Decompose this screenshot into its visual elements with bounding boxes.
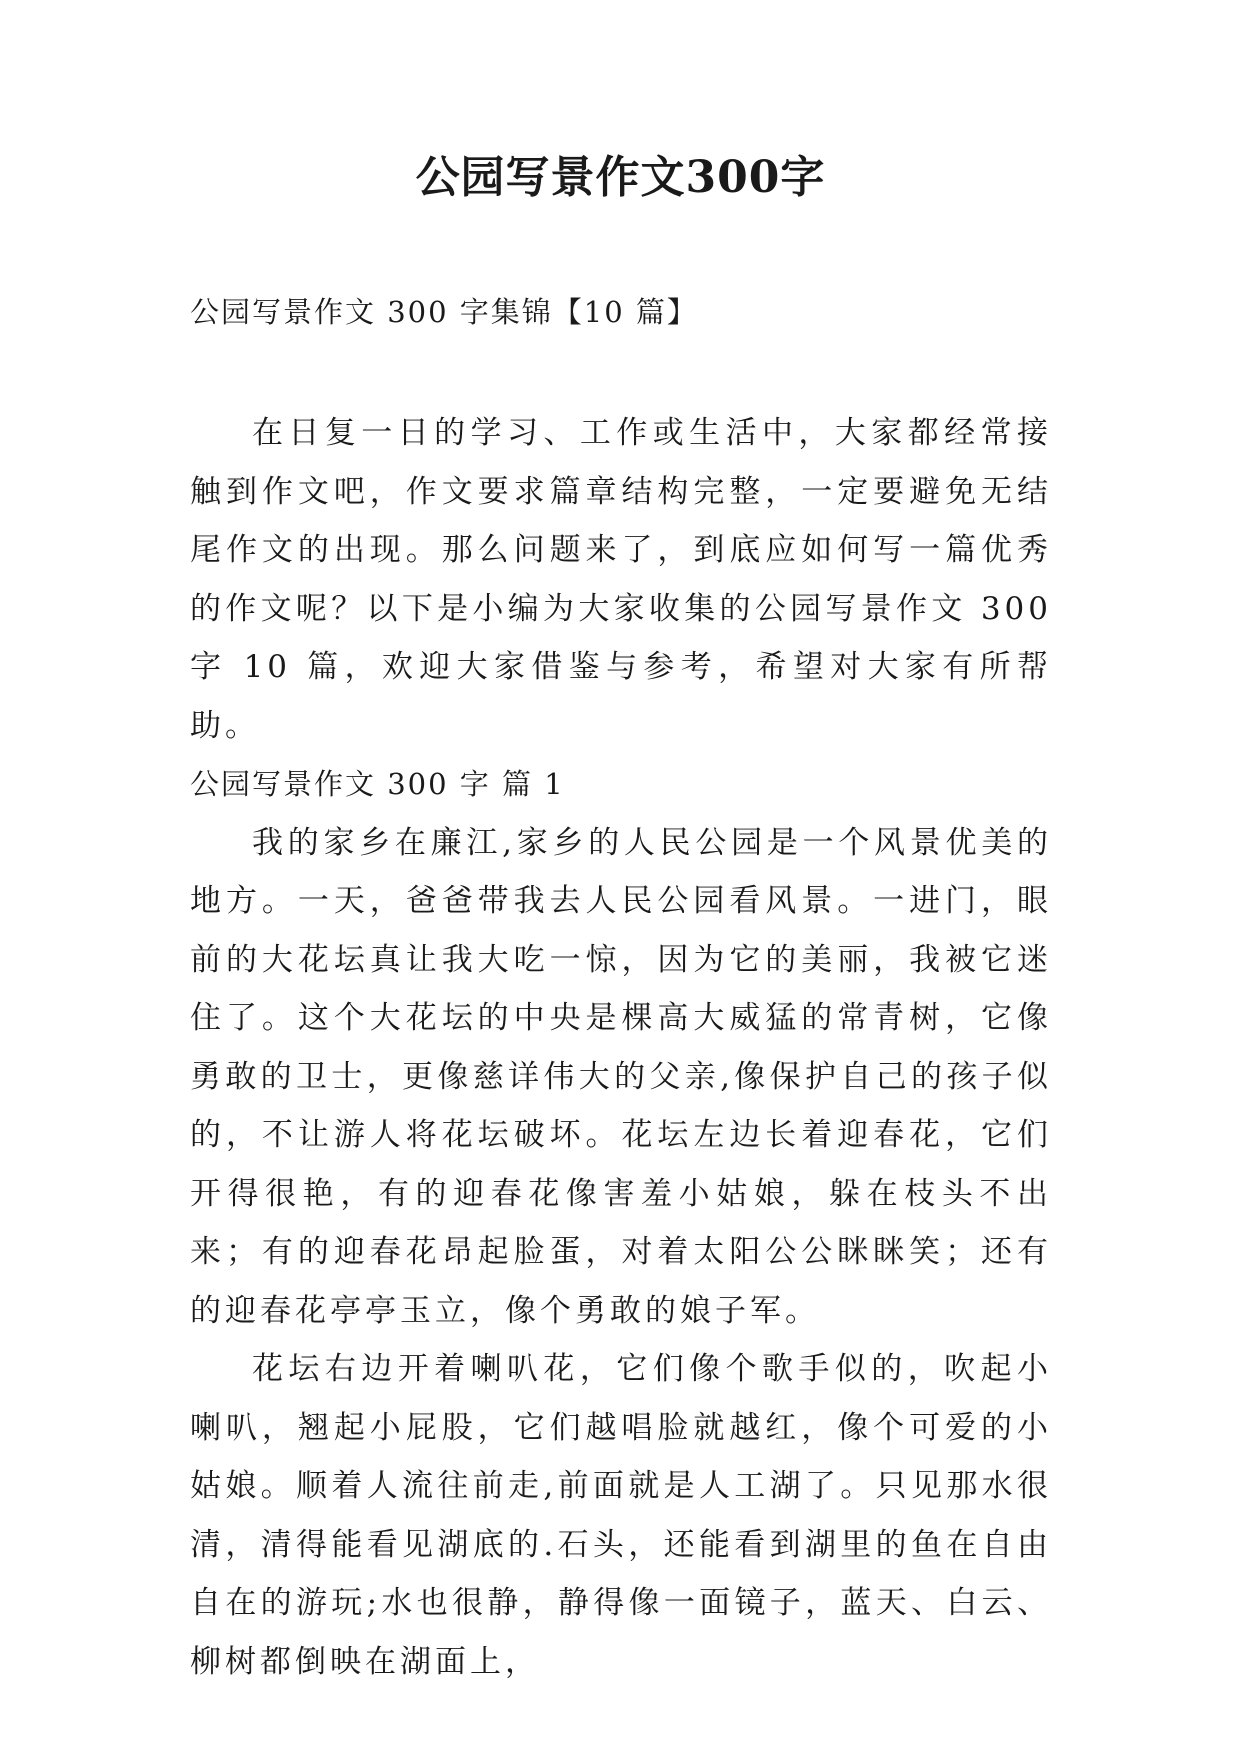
section-paragraph-2: 花坛右边开着喇叭花，它们像个歌手似的，吹起小喇叭，翘起小屁股，它们越唱脸就越红，像个可爱的小姑娘。顺着人流往前走,前面就是人工湖了。只见那水很清，清得能看见湖底的.石头，还能看到湖里的鱼在自由自在的游玩;水也很静，静得像一面镜子，蓝天、白云、柳树都倒映在湖面上，	[190, 1351, 1052, 1680]
document-body	[190, 404, 1052, 1691]
intro-paragraph: 在日复一日的学习、工作或生活中，大家都经常接触到作文吧，作文要求篇章结构完整，一定要避免无结尾作文的出现。那么问题来了，到底应如何写一篇优秀的作文呢？以下是小编为大家收集的公园写景作文 300 字 10 篇，欢迎大家借鉴与参考，希望对大家有所帮助。	[190, 415, 1052, 744]
document-subtitle: 公园写景作文 300 字集锦【10 篇】	[190, 295, 698, 329]
section-heading: 公园写景作文 300 字 篇 1	[190, 767, 565, 801]
section-paragraph-1: 我的家乡在廉江,家乡的人民公园是一个风景优美的地方。一天，爸爸带我去人民公园看风景。一进门，眼前的大花坛真让我大吃一惊，因为它的美丽，我被它迷住了。这个大花坛的中央是棵高大威猛的常青树，它像勇敢的卫士，更像慈详伟大的父亲,像保护自己的孩子似的，不让游人将花坛破坏。花坛左边长着迎春花，它们开得很艳，有的迎春花像害羞小姑娘，躲在枝头不出来；有的迎春花昂起脸蛋，对着太阳公公眯眯笑；还有的迎春花亭亭玉立，像个勇敢的娘子军。	[190, 824, 1052, 1329]
document-title: 公园写景作文300字	[415, 152, 826, 203]
